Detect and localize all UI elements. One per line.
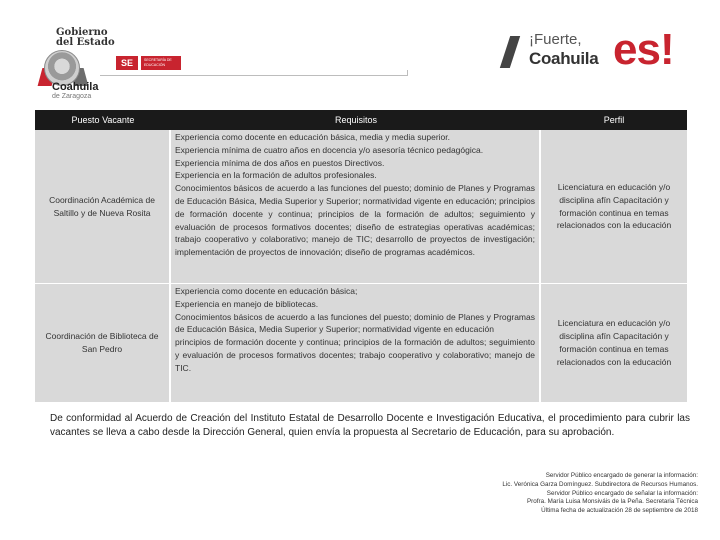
table-header xyxy=(35,110,687,130)
requisito-item: Experiencia en la formación de adultos profesionales. xyxy=(175,170,377,181)
requisito-item: Experiencia mínima de cuatro años en docencia y/o asesoría técnico pedagógica. xyxy=(175,144,484,155)
perfil-cell: Licenciatura en educación y/o disciplina afín Capacitación y formación continua en temas relacionados con la educación xyxy=(541,130,687,283)
gobierno-label: Gobierno del Estado xyxy=(56,27,115,48)
puesto-cell: Coordinación Académica de Saltillo y de Nueva Rosita xyxy=(35,130,171,283)
credit-line: Servidor Público encargado de señalar la información: xyxy=(546,489,698,497)
header-divider-tick xyxy=(407,70,408,76)
gobierno-coahuila-logo xyxy=(30,22,190,104)
procedure-paragraph: De conformidad al Acuerdo de Creación del Instituto Estatal de Desarrollo Docente e Investigación Educativa, el procedimiento para cubrir las vacantes se lleva a cabo desde la Dirección General, quien envía la propuesta al Secretario de Educación, para su aprobación. xyxy=(50,413,690,439)
zaragoza-label: de Zaragoza xyxy=(52,93,92,100)
fuerte-coahuila-logo xyxy=(505,25,685,86)
requisitos-cell xyxy=(171,130,541,283)
vacancies-table xyxy=(35,110,687,403)
perfil-cell: Licenciatura en educación y/o disciplina afín Capacitación y formación continua en temas relacionados con la educación xyxy=(541,284,687,402)
requisito-item: principios de formación docente y continua; principios de la formación de adultos; seguimiento y evaluación de procesos formativos docentes; trabajo cooperativo y colaborativo; manejo de TIC. xyxy=(175,337,535,373)
table-row xyxy=(35,284,687,403)
se-subtitle: SECRETARÍA DE EDUCACIÓN xyxy=(141,56,181,70)
credit-line: Última fecha de actualización 28 de septiembre de 2018 xyxy=(541,507,698,515)
requisito-item: Conocimientos básicos de acuerdo a las funciones del puesto; dominio de Planes y Programas de Educación Básica, Media Superior y Superior; normatividad vigente en educación; principios de formación docente y continua; principios de la formación de adultos; seguimiento y evaluación de procesos formativos docentes; diseño de estrategias operativas académicas; trabajo cooperativo y colaborativo; manejo de TIC; desarrollo de proyectos de investigación; implementación de proyectos de innovación; diseño de programas académicos. xyxy=(175,183,535,258)
header-requisitos: Requisitos xyxy=(334,115,378,125)
header-perfil: Perfil xyxy=(603,115,625,125)
table-row xyxy=(35,130,687,284)
requisito-item: Conocimientos básicos de acuerdo a las funciones del puesto; dominio de Planes y Programas de Educación Básica, Media Superior y Superior; normatividad vigente en educación xyxy=(175,311,535,335)
coahuila-wordmark: Coahuila xyxy=(529,49,599,68)
requisito-item: Experiencia como docente en educación básica, media y media superior. xyxy=(175,132,450,142)
header-divider xyxy=(100,75,408,76)
header-puesto: Puesto Vacante xyxy=(71,115,135,125)
credit-line: Servidor Público encargado de generar la información: xyxy=(545,472,698,479)
credit-line: Lic. Verónica Garza Domínguez. Subdirectora de Recursos Humanos. xyxy=(502,480,698,488)
requisito-item: Experiencia como docente en educación básica; xyxy=(175,286,358,296)
requisitos-cell xyxy=(171,284,541,402)
fuerte-label: ¡Fuerte, xyxy=(529,31,582,48)
puesto-cell: Coordinación de Biblioteca de San Pedro xyxy=(35,284,171,402)
requisito-item: Experiencia mínima de dos años en puestos Directivos. xyxy=(175,157,385,168)
es-wordmark: es! xyxy=(613,25,674,74)
se-badge: SE xyxy=(116,56,138,70)
coahuila-label: Coahuila xyxy=(52,81,99,93)
slash-mark xyxy=(500,36,520,68)
requisito-item: Experiencia en manejo de bibliotecas. xyxy=(175,298,319,309)
credit-line: Profra. María Luisa Monsiváis de la Peña. Secretaria Técnica xyxy=(526,498,698,506)
credits-block xyxy=(298,472,698,516)
